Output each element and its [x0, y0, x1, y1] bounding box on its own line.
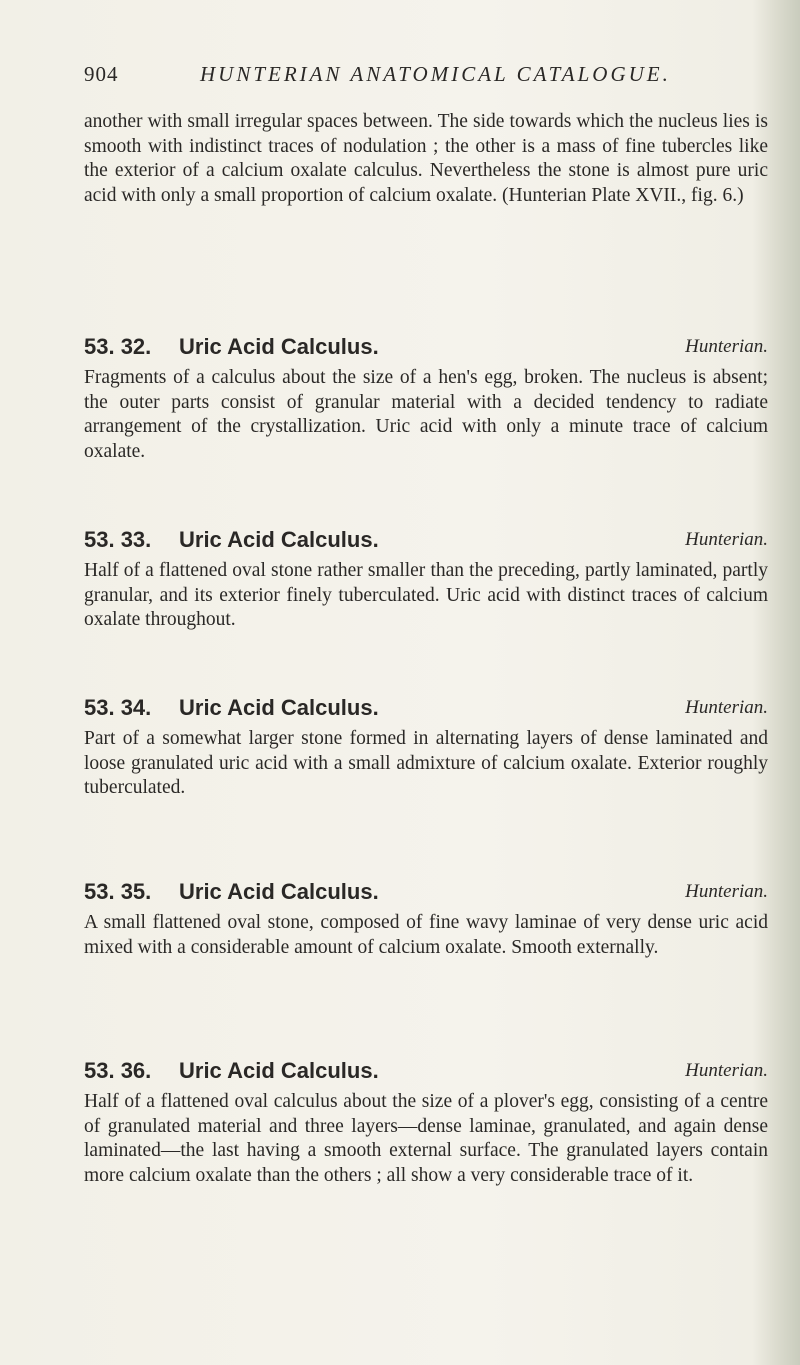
catalogue-entry [84, 1056, 768, 1188]
entry-number: 53. 35. [84, 879, 152, 904]
entry-title: Uric Acid Calculus. [179, 879, 379, 904]
entry-source: Hunterian. [685, 881, 768, 902]
entry-number: 53. 34. [84, 695, 152, 720]
entry-title: Uric Acid Calculus. [179, 527, 379, 552]
entry-source: Hunterian. [685, 697, 768, 718]
entry-heading [84, 1056, 768, 1086]
entry-source: Hunterian. [685, 1060, 768, 1081]
entry-number: 53. 36. [84, 1058, 152, 1083]
entry-description: A small flattened oval stone, composed of fine wavy laminae of very dense uric acid mixed with a considerable amount of calcium oxalate. Smooth externally. [84, 912, 768, 958]
entry-description: Part of a somewhat larger stone formed in alternating layers of dense laminated and loose granulated uric acid with a small admixture of calcium oxalate. Exterior roughly tuberculated. [84, 728, 768, 798]
entry-source: Hunterian. [685, 336, 768, 357]
entry-heading [84, 525, 768, 555]
catalogue-entry [84, 693, 768, 801]
entry-number: 53. 33. [84, 527, 152, 552]
page-number: 904 [84, 62, 119, 86]
entry-heading [84, 332, 768, 362]
entry-description: Half of a flattened oval calculus about the size of a plover's egg, consisting of a centre of granulated material and three layers—dense laminae, granulated, and again dense laminated—the last having a smooth external surface. The granulated layers contain more calcium oxalate than the others ; all show a very considerable trace of it. [84, 1091, 768, 1186]
entry-number: 53. 32. [84, 334, 152, 359]
catalogue-entry [84, 332, 768, 464]
entry-title: Uric Acid Calculus. [179, 695, 379, 720]
running-head [84, 62, 764, 92]
running-head-title: HUNTERIAN ANATOMICAL CATALOGUE. [200, 62, 671, 86]
entry-title: Uric Acid Calculus. [179, 1058, 379, 1083]
entry-description: Fragments of a calculus about the size of a hen's egg, broken. The nucleus is absent; the outer parts consist of granular material with a decided tendency to radiate arrangement of the crystallization. Uric acid with only a minute trace of calcium oxalate. [84, 367, 768, 462]
entry-heading [84, 877, 768, 907]
intro-paragraph: another with small irregular spaces between. The side towards which the nucleus lies is smooth with indistinct traces of nodulation ; the other is a mass of fine tubercles like the exterior of a calcium oxalate calculus. Nevertheless the stone is almost pure uric acid with only a small proportion of calcium oxalate. (Hunterian Plate XVII., fig. 6.) [84, 111, 768, 206]
entry-description: Half of a flattened oval stone rather smaller than the preceding, partly laminated, partly granular, and its exterior finely tuberculated. Uric acid with distinct traces of calcium oxalate throughout. [84, 560, 768, 630]
catalogue-entry [84, 877, 768, 960]
catalogue-entry [84, 525, 768, 633]
entry-source: Hunterian. [685, 529, 768, 550]
entry-heading [84, 693, 768, 723]
entry-title: Uric Acid Calculus. [179, 334, 379, 359]
